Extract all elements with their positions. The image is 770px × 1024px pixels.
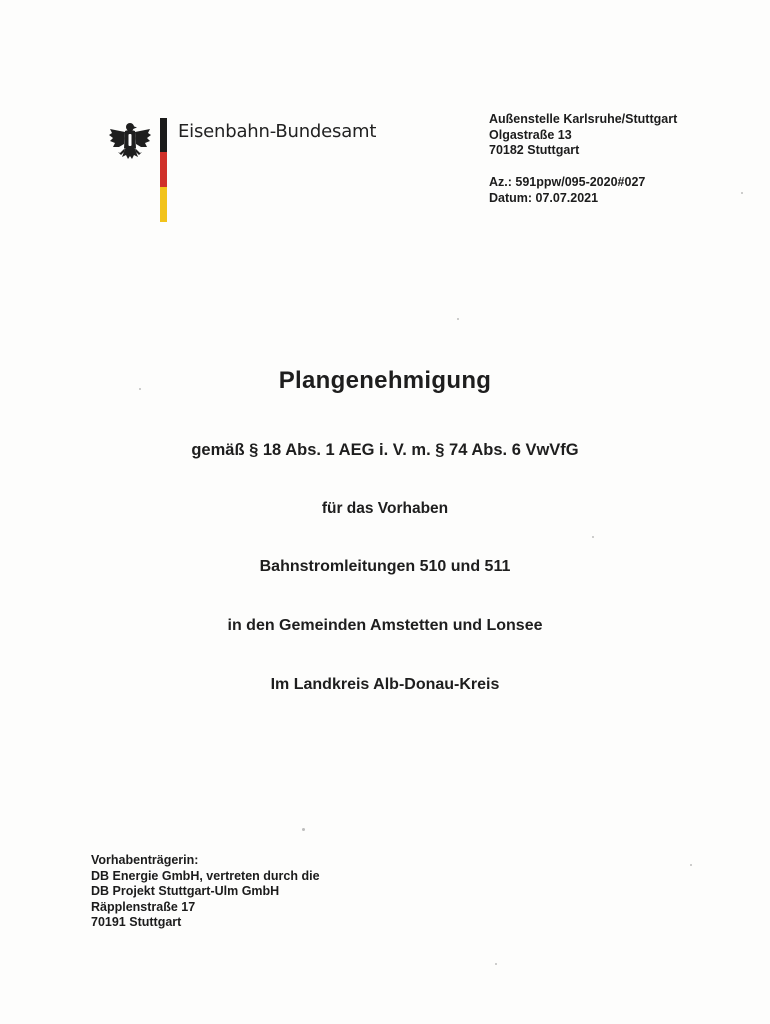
federal-eagle-icon xyxy=(108,120,152,166)
scan-speck xyxy=(302,828,305,831)
scan-speck xyxy=(457,318,459,320)
applicant-street: Räpplenstraße 17 xyxy=(91,899,196,914)
document-title: Plangenehmigung xyxy=(278,367,492,394)
scan-speck xyxy=(690,864,692,866)
file-reference: Az.: 591ppw/095-2020#027 xyxy=(489,175,646,189)
applicant-block xyxy=(91,853,320,931)
scan-speck xyxy=(741,192,743,194)
applicant-label: Vorhabenträgerin: xyxy=(91,853,199,867)
applicant-line-1: DB Energie GmbH, vertreten durch die xyxy=(91,868,320,883)
municipalities: in den Gemeinden Amstetten und Lonsee xyxy=(227,617,543,634)
organization-name: Eisenbahn-Bundesamt xyxy=(178,121,377,142)
scan-speck xyxy=(592,536,594,538)
document-date: Datum: 07.07.2021 xyxy=(489,190,599,205)
applicant-line-2: DB Projekt Stuttgart-Ulm GmbH xyxy=(91,884,280,898)
office-city: 70182 Stuttgart xyxy=(489,143,580,157)
reference-block xyxy=(489,175,645,206)
flag-stripe-red xyxy=(160,152,167,187)
scan-speck xyxy=(139,388,141,390)
project-intro: für das Vorhaben xyxy=(321,500,449,517)
office-address xyxy=(489,112,677,159)
office-name: Außenstelle Karlsruhe/Stuttgart xyxy=(489,112,678,126)
district: Im Landkreis Alb-Donau-Kreis xyxy=(270,676,500,693)
applicant-city: 70191 Stuttgart xyxy=(91,915,182,929)
flag-stripe-black xyxy=(160,118,167,152)
legal-basis: gemäß § 18 Abs. 1 AEG i. V. m. § 74 Abs. 6 VwVfG xyxy=(191,441,579,459)
agency-logo xyxy=(108,118,377,226)
project-name: Bahnstromleitungen 510 und 511 xyxy=(259,558,511,575)
flag-stripe-gold xyxy=(160,187,167,222)
scan-speck xyxy=(495,963,497,965)
flag-stripe xyxy=(160,118,167,222)
office-street: Olgastraße 13 xyxy=(489,127,572,142)
